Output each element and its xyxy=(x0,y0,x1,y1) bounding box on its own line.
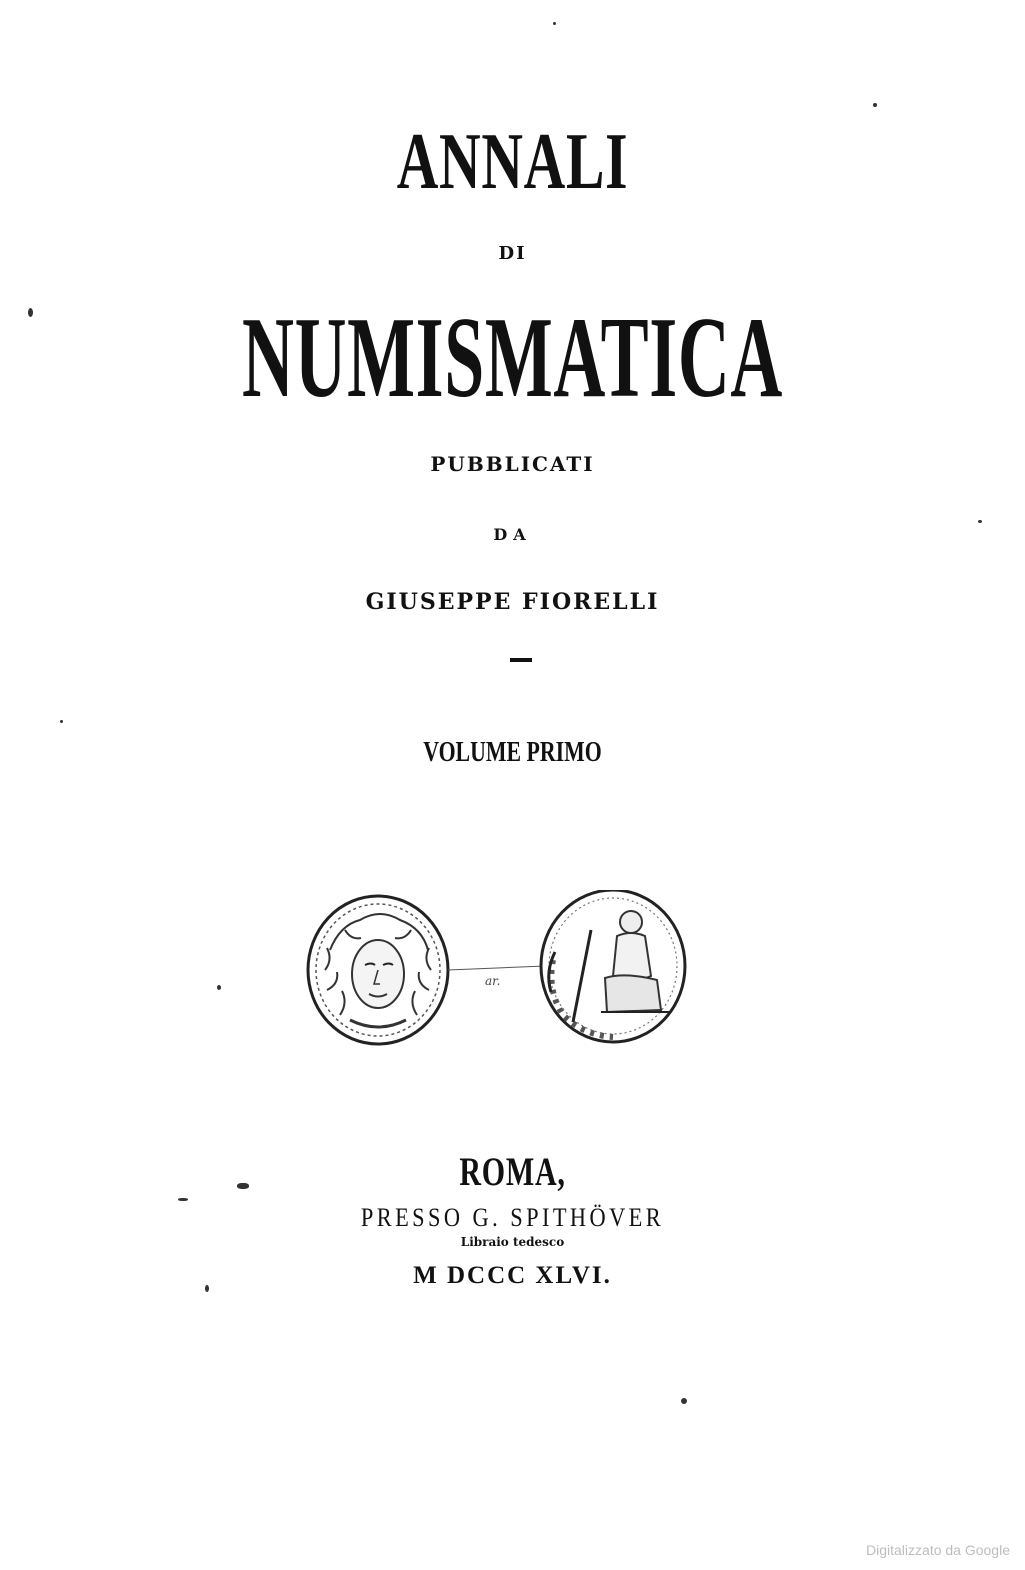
coin-connector-line xyxy=(448,966,545,970)
title-annali: ANNALI xyxy=(396,118,629,206)
published-label: PUBBLICATI xyxy=(430,452,595,476)
digitization-watermark: Digitalizzato da Google xyxy=(866,1542,1010,1558)
imprint-publisher-role: Libraio tedesco xyxy=(460,1235,565,1249)
print-speck xyxy=(60,720,63,723)
coin-obverse xyxy=(308,896,448,1044)
print-speck xyxy=(28,308,33,317)
coin-illustration xyxy=(305,890,695,1050)
print-speck xyxy=(553,22,556,25)
print-speck xyxy=(178,1198,188,1201)
print-speck xyxy=(978,520,982,523)
print-speck xyxy=(237,1183,249,1189)
author-name: GIUSEPPE FIORELLI xyxy=(365,589,660,615)
volume-label: VOLUME PRIMO xyxy=(423,737,602,768)
separator-dash xyxy=(510,658,532,662)
title-numismatica: NUMISMATICA xyxy=(242,294,783,422)
print-speck xyxy=(873,103,877,107)
imprint-city: ROMA, xyxy=(459,1149,566,1194)
imprint-year: M DCCC XLVI. xyxy=(413,1262,612,1289)
coin-metal-label: ar. xyxy=(485,974,501,988)
by-label: DA xyxy=(493,525,532,544)
title-connector: DI xyxy=(498,243,527,264)
print-speck xyxy=(205,1285,209,1292)
imprint-publisher: PRESSO G. SPITHÖVER xyxy=(360,1203,665,1232)
print-speck xyxy=(681,1398,687,1404)
print-speck xyxy=(217,985,221,990)
coin-reverse xyxy=(541,890,685,1042)
